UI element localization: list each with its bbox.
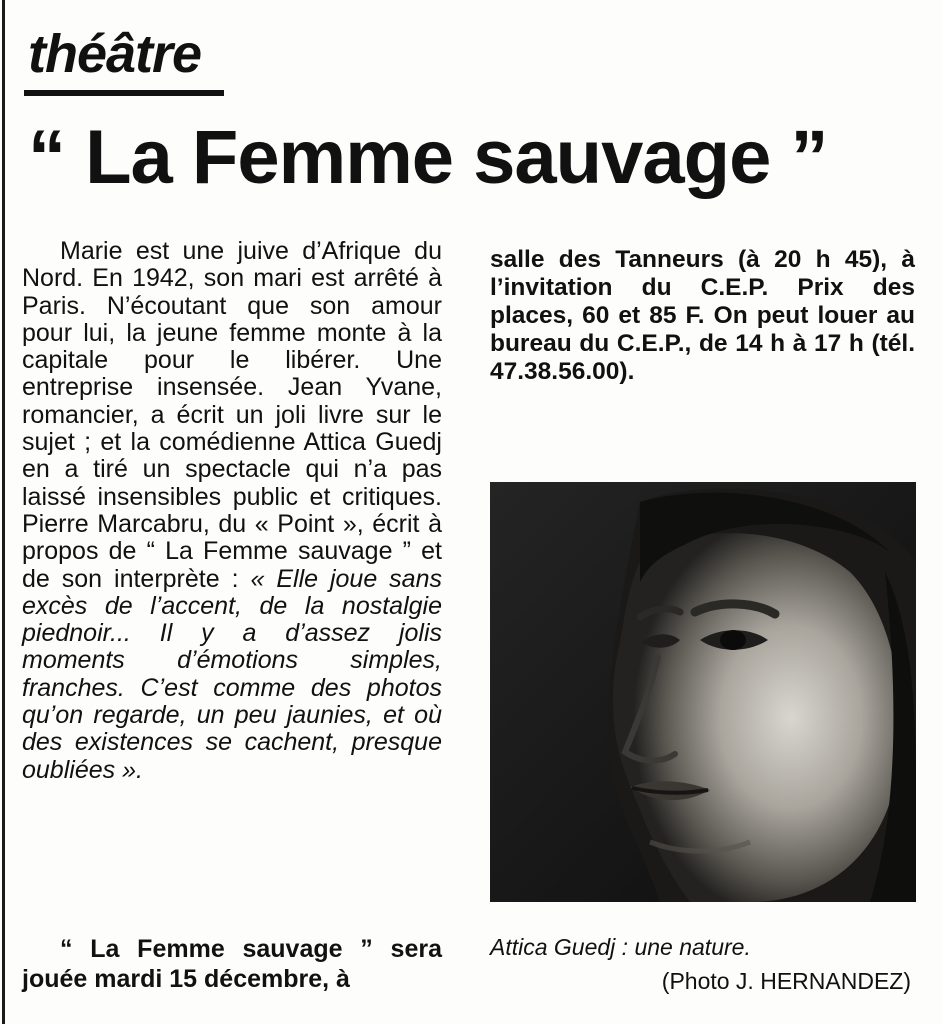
section-underline [24, 90, 224, 96]
critic-quote: « Elle joue sans excès de l’accent, de la nostalgie piednoir... Il y a d’assez jolis moments d’émotions simples, franches. C’est comme des photos qu’on regarde, un peu jaunies, et où des existences se cachent, presque oubliées ». [22, 564, 442, 784]
section-heading: théâtre [28, 24, 202, 84]
performance-announcement [22, 934, 442, 994]
column-rule [2, 0, 5, 1024]
photo-credit: (Photo J. HERNANDEZ) [661, 968, 911, 994]
announcement-text: “ La Femme sauvage ” sera jouée mardi 15 décembre, à [22, 935, 442, 993]
photo-caption: Attica Guedj : une nature. [490, 934, 751, 960]
announcement-continued: salle des Tanneurs (à 20 h 45), à l’invitation du C.E.P. Prix des places, 60 et 85 F. On peut louer au bureau du C.E.P., de 14 h à 17 h (tél. 47.38.56.00). [490, 246, 915, 385]
article-headline: “ La Femme sauvage ” [28, 115, 828, 200]
article-left-column [22, 238, 442, 784]
article-right-column [490, 246, 915, 386]
article-body [22, 238, 442, 784]
portrait-image [490, 482, 916, 902]
article-body-text: Marie est une juive d’Afrique du Nord. En 1942, son mari est arrêté à Paris. N’écoutant que son amour pour lui, la jeune femme monte à la capitale pour le libérer. Une entreprise insensée. Jean Yvane, romancier, a écrit un joli livre sur le sujet ; et la comédienne Attica Guedj en a tiré un spectacle qui n’a pas laissé insensibles public et critiques. Pierre Marcabru, du « Point », écrit à propos de “ La Femme sauvage ” et de son interprète : [22, 237, 442, 593]
actress-portrait-photo [490, 482, 916, 902]
